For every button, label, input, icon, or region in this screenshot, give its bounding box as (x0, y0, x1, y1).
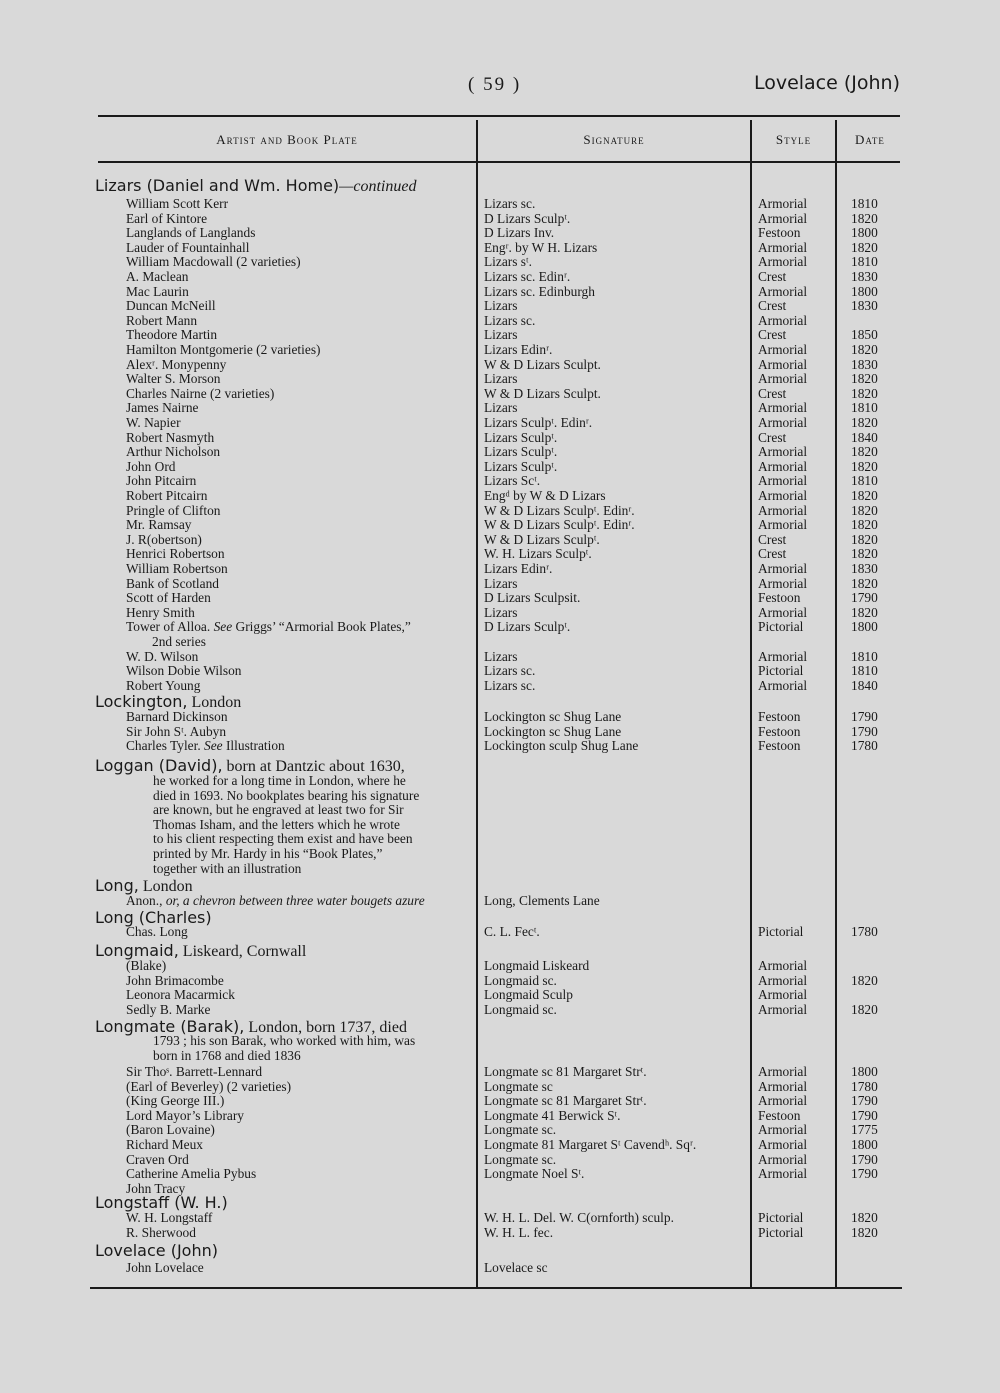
artist-cell: Scott of Harden (126, 590, 211, 606)
table-row (0, 415, 1000, 430)
table-row (0, 958, 1000, 973)
section-heading-name: Loggan (David), (95, 756, 223, 775)
signature-cell: Lizars sc. (484, 677, 536, 693)
table-row (0, 663, 1000, 678)
artist-cell: John Lovelace (126, 1260, 204, 1275)
style-cell: Armorial (758, 561, 808, 576)
style-cell: Armorial (758, 283, 808, 299)
table-row (0, 649, 1000, 664)
table-row (0, 269, 1000, 284)
style-cell: Festoon (758, 723, 801, 739)
section-heading-continued: —continued (339, 178, 417, 195)
date-cell: 1810 (851, 663, 878, 679)
table-row (0, 503, 1000, 518)
date-cell: 1800 (851, 283, 878, 299)
artist-cell: Anon., or, a chevron between three water bougets azure (126, 893, 425, 908)
signature-cell: Lizars Sculpᵗ. Edinʳ. (484, 415, 593, 430)
artist-cell: Langlands of Langlands (126, 225, 256, 241)
date-cell: 1800 (851, 1064, 878, 1079)
style-cell: Crest (758, 327, 787, 343)
table-row (0, 225, 1000, 240)
artist-cell: Craven Ord (126, 1151, 189, 1167)
table-row (0, 254, 1000, 269)
top-rule (98, 115, 900, 117)
signature-cell: D Lizars Sculpsit. (484, 590, 581, 606)
signature-cell: Lovelace sc (484, 1260, 548, 1275)
style-cell: Armorial (758, 312, 808, 328)
date-cell: 1820 (851, 502, 878, 518)
date-cell: 1780 (851, 924, 878, 939)
artist-cell: Leonora Macarmick (126, 987, 235, 1003)
date-cell: 1820 (851, 1001, 878, 1017)
table-row (0, 738, 1000, 753)
table-row (0, 313, 1000, 328)
signature-cell: Longmaid sc. (484, 1001, 557, 1017)
section-heading-detail: London, born 1737, died (244, 1019, 407, 1036)
signature-cell: Longmate Noel Sᵗ. (484, 1166, 585, 1182)
date-cell: 1820 (851, 371, 878, 387)
artist-cell: Alexʳ. Monypenny (126, 356, 227, 372)
section-note-line: to his client respecting them exist and have been (153, 831, 413, 847)
section-heading-name: Longstaff (W. H.) (95, 1193, 228, 1212)
table-row (0, 532, 1000, 547)
section-heading-name: Longmate (Barak), (95, 1017, 245, 1036)
table-row (0, 634, 1000, 649)
signature-cell: Lizars Scᵗ. (484, 473, 541, 489)
artist-cell: Charles Nairne (2 varieties) (126, 385, 275, 401)
style-cell: Armorial (758, 1137, 808, 1152)
signature-cell: D Lizars Sculpᵗ. (484, 210, 571, 226)
table-row (0, 400, 1000, 415)
style-cell: Festoon (758, 709, 801, 724)
date-cell: 1790 (851, 590, 878, 606)
date-cell: 1820 (851, 531, 878, 547)
table-row (0, 709, 1000, 724)
table-row (0, 459, 1000, 474)
style-cell: Pictorial (758, 924, 804, 939)
signature-cell: Lizars Sculpᵗ. (484, 458, 558, 474)
signature-cell: W. H. L. Del. W. C(ornforth) sculp. (484, 1210, 674, 1225)
table-row (0, 342, 1000, 357)
artist-cell: Bank of Scotland (126, 575, 219, 591)
style-cell: Armorial (758, 1001, 808, 1017)
date-cell: 1830 (851, 356, 878, 372)
style-cell: Crest (758, 385, 787, 401)
artist-cell: James Nairne (126, 400, 199, 416)
artist-cell: John Brimacombe (126, 972, 224, 988)
style-cell: Armorial (758, 648, 808, 664)
artist-cell: Wilson Dobie Wilson (126, 663, 242, 679)
section-heading-name: Lovelace (John) (95, 1241, 218, 1260)
table-row (0, 1137, 1000, 1152)
date-cell: 1840 (851, 677, 878, 693)
table-row (0, 1225, 1000, 1240)
column-header-artist: Artist and Book Plate (216, 132, 358, 147)
signature-cell: Lizars (484, 604, 518, 620)
signature-cell: W. H. L. fec. (484, 1224, 554, 1240)
table-row (0, 619, 1000, 634)
artist-cell: Mr. Ramsay (126, 517, 192, 533)
table-row (0, 284, 1000, 299)
signature-cell: Longmate sc (484, 1078, 553, 1094)
style-cell: Armorial (758, 458, 808, 474)
artist-cell: Sedly B. Marke (126, 1001, 211, 1017)
date-cell: 1790 (851, 1093, 878, 1109)
date-cell: 1820 (851, 444, 878, 460)
artist-cell: Walter S. Morson (126, 371, 221, 387)
date-cell: 1820 (851, 1224, 878, 1240)
artist-cell: Pringle of Clifton (126, 502, 221, 518)
date-cell: 1820 (851, 385, 878, 401)
table-row (0, 924, 1000, 939)
date-cell: 1820 (851, 972, 878, 988)
signature-cell: Longmate sc. (484, 1151, 557, 1167)
section-heading-name: Lizars (Daniel and Wm. Home) (95, 176, 340, 195)
signature-cell: W. H. Lizars Sculpᵗ. (484, 546, 592, 562)
date-cell: 1820 (851, 604, 878, 620)
date-cell: 1790 (851, 723, 878, 739)
signature-cell: Lizars sc. Edinʳ. (484, 269, 571, 284)
table-row (0, 1260, 1000, 1275)
date-cell: 1820 (851, 415, 878, 430)
style-cell: Pictorial (758, 663, 804, 679)
date-cell: 1820 (851, 342, 878, 357)
section-note-line: together with an illustration (153, 860, 302, 876)
signature-cell: Lizars Edinʳ. (484, 561, 553, 576)
style-cell: Crest (758, 269, 787, 284)
date-cell: 1820 (851, 575, 878, 591)
date-cell: 1820 (851, 458, 878, 474)
signature-cell: Lizars (484, 575, 518, 591)
signature-cell: Lizars sc. Edinburgh (484, 283, 595, 299)
artist-cell: Robert Young (126, 677, 201, 693)
style-cell: Armorial (758, 210, 808, 226)
signature-cell: D Lizars Inv. (484, 225, 555, 241)
signature-cell: Lockington sc Shug Lane (484, 723, 622, 739)
date-cell: 1810 (851, 400, 878, 416)
table-row (0, 1079, 1000, 1094)
date-cell: 1830 (851, 561, 878, 576)
artist-cell: (Baron Lovaine) (126, 1122, 215, 1138)
artist-cell: Richard Meux (126, 1137, 203, 1152)
artist-cell: Theodore Martin (126, 327, 218, 343)
artist-cell: R. Sherwood (126, 1224, 196, 1240)
table-row (0, 211, 1000, 226)
table-row (0, 488, 1000, 503)
date-cell: 1810 (851, 648, 878, 664)
date-cell: 1820 (851, 488, 878, 503)
section-heading-name: Longmaid, (95, 941, 179, 960)
section-heading-detail: London (138, 878, 193, 895)
date-cell: 1790 (851, 1151, 878, 1167)
signature-cell: Lizars (484, 298, 518, 314)
table-row (0, 196, 1000, 211)
table-row (0, 1064, 1000, 1079)
signature-cell: Longmaid sc. (484, 972, 557, 988)
artist-cell: Chas. Long (126, 924, 188, 939)
signature-cell: W & D Lizars Sculpᵗ. Edinʳ. (484, 517, 635, 533)
section-note-line: 1793 ; his son Barak, who worked with him, was (153, 1033, 416, 1048)
signature-cell: Lizars (484, 400, 518, 416)
table-row (0, 605, 1000, 620)
table-row (0, 546, 1000, 561)
date-cell: 1820 (851, 210, 878, 226)
artist-cell: Mac Laurin (126, 283, 189, 299)
artist-cell: William Robertson (126, 561, 228, 576)
artist-cell: Arthur Nicholson (126, 444, 221, 460)
column-header-date: Date (855, 132, 885, 147)
table-row (0, 1152, 1000, 1167)
running-title: Lovelace (John) (753, 72, 900, 94)
signature-cell: Lockington sc Shug Lane (484, 709, 622, 724)
artist-cell: (Earl of Beverley) (2 varieties) (126, 1078, 292, 1094)
table-row (0, 371, 1000, 386)
style-cell: Armorial (758, 473, 808, 489)
style-cell: Armorial (758, 1151, 808, 1167)
style-cell: Armorial (758, 444, 808, 460)
signature-cell: Lizars Sculpᵗ. (484, 429, 558, 445)
table-row (0, 576, 1000, 591)
table-row (0, 678, 1000, 693)
artist-cell: 2nd series (152, 634, 206, 649)
table-row (0, 357, 1000, 372)
table-row (0, 444, 1000, 459)
artist-cell: Robert Pitcairn (126, 488, 208, 503)
date-cell: 1820 (851, 1210, 878, 1225)
artist-cell: W. Napier (126, 415, 181, 430)
style-cell: Armorial (758, 972, 808, 988)
artist-cell: J. R(obertson) (126, 531, 202, 547)
table-row (0, 973, 1000, 988)
date-cell: 1780 (851, 1078, 878, 1094)
style-cell: Armorial (758, 1093, 808, 1109)
artist-cell: Sir John Sᵗ. Aubyn (126, 723, 227, 739)
signature-cell: Longmate sc 81 Margaret Strᵗ. (484, 1093, 647, 1109)
style-cell: Armorial (758, 517, 808, 533)
date-cell: 1820 (851, 239, 878, 255)
table-row (0, 561, 1000, 576)
style-cell: Armorial (758, 1078, 808, 1094)
date-cell: 1810 (851, 196, 878, 211)
section-note-line: printed by Mr. Hardy in his “Book Plates,” (153, 846, 383, 861)
style-cell: Crest (758, 546, 787, 562)
section-note-line: born in 1768 and died 1836 (153, 1047, 301, 1063)
section-note-line: he worked for a long time in London, where he (153, 773, 406, 788)
style-cell: Armorial (758, 371, 808, 387)
artist-cell: Hamilton Montgomerie (2 varieties) (126, 342, 321, 357)
signature-cell: C. L. Fecᵗ. (484, 924, 540, 939)
style-cell: Armorial (758, 254, 808, 270)
artist-cell: Lord Mayor’s Library (126, 1107, 245, 1123)
date-cell: 1820 (851, 546, 878, 562)
column-header-signature: Signature (583, 132, 645, 147)
signature-cell: Lizars (484, 648, 518, 664)
date-cell: 1800 (851, 619, 878, 635)
artist-cell: John Ord (126, 458, 176, 474)
artist-cell: Duncan McNeill (126, 298, 216, 314)
page-number: ( 59 ) (468, 74, 522, 95)
style-cell: Armorial (758, 604, 808, 620)
table-row (0, 1002, 1000, 1017)
signature-cell: Longmate 41 Berwick Sᵗ. (484, 1107, 621, 1123)
bottom-rule (90, 1287, 902, 1289)
signature-cell: D Lizars Sculpᵗ. (484, 619, 571, 635)
style-cell: Pictorial (758, 1224, 804, 1240)
artist-cell: John Tracy (126, 1180, 186, 1196)
artist-cell: (Blake) (126, 958, 167, 973)
table-row (0, 1122, 1000, 1137)
table-row (0, 724, 1000, 739)
signature-cell: Longmate 81 Margaret Sᵗ Cavendʰ. Sqʳ. (484, 1137, 697, 1152)
artist-cell: Barnard Dickinson (126, 709, 228, 724)
section-heading-name: Long, (95, 876, 139, 895)
table-row (0, 1093, 1000, 1108)
artist-cell: John Pitcairn (126, 473, 197, 489)
date-cell: 1790 (851, 1166, 878, 1182)
date-cell: 1810 (851, 473, 878, 489)
style-cell: Festoon (758, 225, 801, 241)
style-cell: Pictorial (758, 619, 804, 635)
table-row (0, 327, 1000, 342)
signature-cell: Lizars Sculpᵗ. (484, 444, 558, 460)
artist-cell: Earl of Kintore (126, 210, 208, 226)
style-cell: Crest (758, 298, 787, 314)
date-cell: 1840 (851, 429, 878, 445)
table-row (0, 298, 1000, 313)
style-cell: Armorial (758, 677, 808, 693)
style-cell: Armorial (758, 342, 808, 357)
date-cell: 1850 (851, 327, 878, 343)
signature-cell: Lizars sc. (484, 196, 536, 211)
date-cell: 1800 (851, 1137, 878, 1152)
signature-cell: Lizars Edinʳ. (484, 342, 553, 357)
date-cell: 1820 (851, 517, 878, 533)
artist-cell: Tower of Alloa. See Griggs’ “Armorial Book Plates,” (126, 619, 411, 635)
date-cell: 1830 (851, 298, 878, 314)
table-row (0, 517, 1000, 532)
section-heading-detail: London (187, 694, 242, 711)
signature-cell: Long, Clements Lane (484, 893, 600, 908)
table-row (0, 987, 1000, 1002)
signature-cell: Longmaid Sculp (484, 987, 573, 1003)
style-cell: Festoon (758, 590, 801, 606)
section-heading (95, 1241, 218, 1260)
signature-cell: Longmaid Liskeard (484, 958, 590, 973)
artist-cell: W. D. Wilson (126, 648, 199, 664)
signature-cell: W & D Lizars Sculpt. (484, 385, 601, 401)
artist-cell: Henrici Robertson (126, 546, 225, 562)
table-row (0, 590, 1000, 605)
artist-cell: Charles Tyler. See Illustration (126, 738, 285, 754)
artist-cell: W. H. Longstaff (126, 1210, 213, 1225)
table-row (0, 386, 1000, 401)
artist-cell: A. Maclean (126, 269, 189, 284)
date-cell: 1780 (851, 738, 878, 754)
artist-cell: Lauder of Fountainhall (126, 239, 250, 255)
signature-cell: Lizars sc. (484, 312, 536, 328)
style-cell: Armorial (758, 1064, 808, 1079)
artist-cell: Sir Thoˢ. Barrett-Lennard (126, 1064, 263, 1079)
date-cell: 1790 (851, 1107, 878, 1123)
signature-cell: W & D Lizars Sculpt. (484, 356, 601, 372)
style-cell: Festoon (758, 738, 801, 754)
artist-cell: Robert Mann (126, 312, 198, 328)
date-cell: 1830 (851, 269, 878, 284)
artist-cell: (King George III.) (126, 1093, 225, 1109)
header-underline (98, 161, 900, 163)
section-heading-name: Lockington, (95, 692, 188, 711)
artist-cell: Catherine Amelia Pybus (126, 1166, 257, 1182)
section-note-line: Thomas Isham, and the letters which he wrote (153, 816, 400, 832)
signature-cell: Longmate sc 81 Margaret Strᵗ. (484, 1064, 647, 1079)
style-cell: Pictorial (758, 1210, 804, 1225)
style-cell: Armorial (758, 987, 808, 1003)
date-cell: 1800 (851, 225, 878, 241)
style-cell: Armorial (758, 1122, 808, 1138)
signature-cell: Engᵈ by W & D Lizars (484, 488, 606, 503)
style-cell: Armorial (758, 415, 808, 430)
signature-cell: Longmate sc. (484, 1122, 557, 1138)
signature-cell: Engʳ. by W H. Lizars (484, 239, 598, 255)
signature-cell: Lizars (484, 371, 518, 387)
table-row (0, 430, 1000, 445)
table-row (0, 240, 1000, 255)
section-heading-detail: Liskeard, Cornwall (178, 943, 307, 960)
section-heading-name: Long (Charles) (95, 908, 212, 927)
column-header-style: Style (775, 132, 812, 147)
style-cell: Armorial (758, 488, 808, 503)
signature-cell: Lizars sᵗ. (484, 254, 532, 270)
table-row (0, 1108, 1000, 1123)
signature-cell: W & D Lizars Sculpᵗ. Edinʳ. (484, 502, 635, 518)
style-cell: Armorial (758, 502, 808, 518)
style-cell: Armorial (758, 575, 808, 591)
style-cell: Armorial (758, 356, 808, 372)
style-cell: Armorial (758, 196, 808, 211)
table-row (0, 473, 1000, 488)
date-cell: 1810 (851, 254, 878, 270)
date-cell: 1790 (851, 709, 878, 724)
signature-cell: Lizars (484, 327, 518, 343)
artist-cell: William Macdowall (2 varieties) (126, 254, 301, 270)
section-note-line: died in 1693. No bookplates bearing his signature (153, 787, 420, 803)
section-heading-detail: born at Dantzic about 1630, (222, 758, 405, 775)
style-cell: Crest (758, 429, 787, 445)
table-row (0, 1210, 1000, 1225)
artist-cell: Robert Nasmyth (126, 429, 215, 445)
style-cell: Armorial (758, 1166, 808, 1182)
section-heading (95, 176, 416, 196)
table-row (0, 1166, 1000, 1181)
table-row (0, 893, 1000, 908)
style-cell: Crest (758, 531, 787, 547)
signature-cell: Lockington sculp Shug Lane (484, 738, 639, 754)
artist-cell: William Scott Kerr (126, 196, 229, 211)
date-cell: 1775 (851, 1122, 878, 1138)
artist-cell: Henry Smith (126, 604, 195, 620)
section-note-line: are known, but he engraved at least two for Sir (153, 802, 404, 818)
style-cell: Armorial (758, 958, 808, 973)
signature-cell: W & D Lizars Sculpᵗ. (484, 531, 600, 547)
style-cell: Armorial (758, 400, 808, 416)
style-cell: Festoon (758, 1107, 801, 1123)
style-cell: Armorial (758, 239, 808, 255)
signature-cell: Lizars sc. (484, 663, 536, 679)
